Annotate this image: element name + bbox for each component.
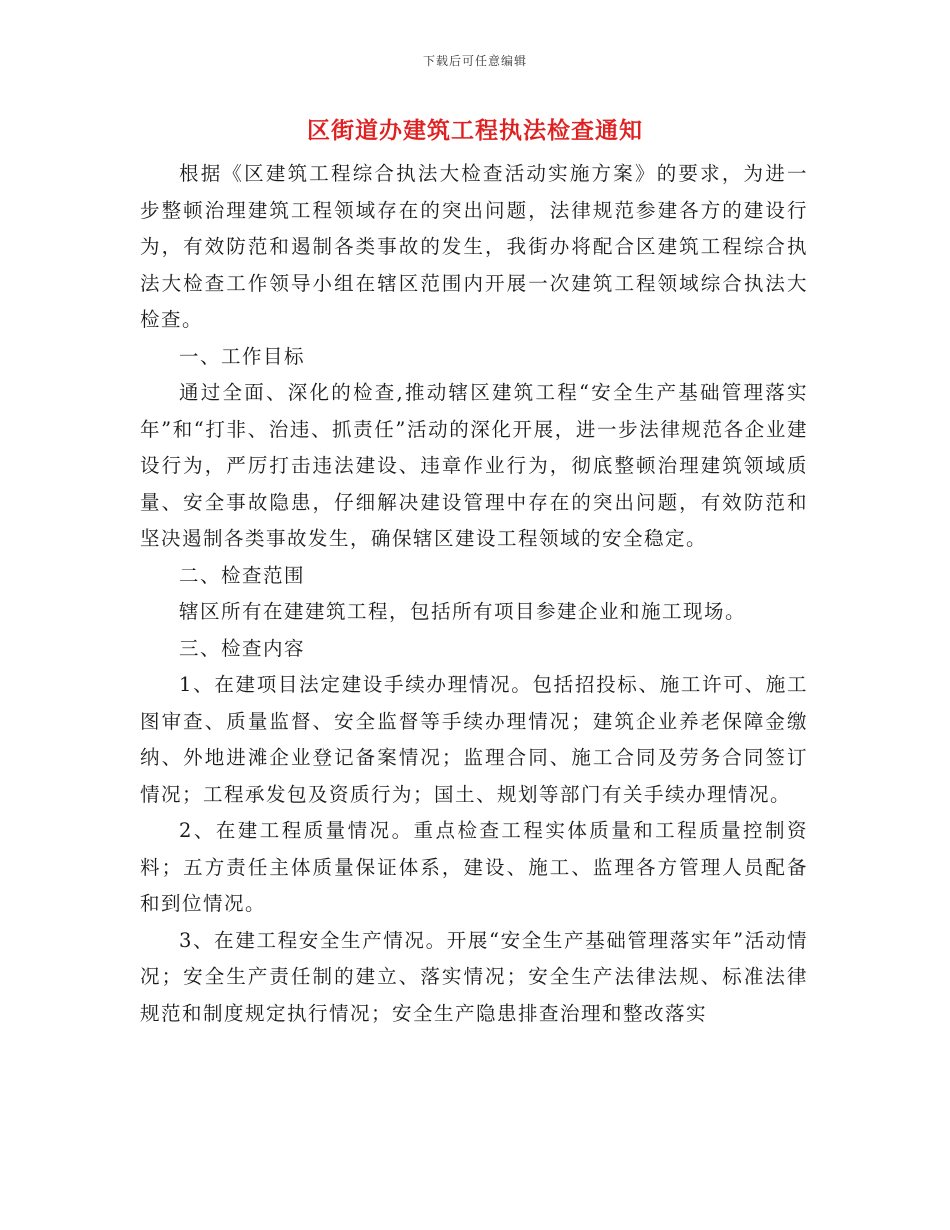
section-heading-content: 三、检查内容: [179, 636, 306, 660]
header-note: 下载后可任意编辑: [422, 54, 527, 68]
content-item-2: 2、在建工程质量情况。重点检查工程实体质量和工程质量控制资料；五方责任主体质量保证体系，建设、施工、监理各方管理人员配备和到位情况。: [140, 819, 808, 915]
section-heading-scope: 二、检查范围: [179, 563, 306, 587]
content-item-3: 3、在建工程安全生产情况。开展“安全生产基础管理落实年”活动情况；安全生产责任制的建立、落实情况；安全生产法律法规、标准法律规范和制度规定执行情况；安全生产隐患排查治理和整改落实: [140, 928, 808, 1025]
intro-paragraph: 根据《区建筑工程综合执法大检查活动实施方案》的要求，为进一步整顿治理建筑工程领域存在的突出问题，法律规范参建各方的建设行为，有效防范和遏制各类事故的发生，我街办将配合区建筑工程综合执法大检查工作领导小组在辖区范围内开展一次建筑工程领域综合执法大检查。: [140, 162, 808, 331]
document-title: 区街道办建筑工程执法检查通知: [307, 118, 643, 144]
section-heading-work-goal: 一、工作目标: [179, 344, 306, 368]
document-body: [140, 156, 808, 1032]
work-goal-paragraph: 通过全面、深化的检查,推动辖区建筑工程“安全生产基础管理落实年”和“打非、治违、抓责任”活动的深化开展，进一步法律规范各企业建设行为，严厉打击违法建设、违章作业行为，彻底整顿治理建筑领域质量、安全事故隐患，仔细解决建设管理中存在的突出问题，有效防范和坚决遏制各类事故发生，确保辖区建设工程领域的安全稳定。: [140, 381, 808, 550]
scope-paragraph: 辖区所有在建建筑工程，包括所有项目参建企业和施工现场。: [179, 600, 747, 623]
content-item-1: 1、在建项目法定建设手续办理情况。包括招投标、施工许可、施工图审查、质量监督、安全监督等手续办理情况；建筑企业养老保障金缴纳、外地进滩企业登记备案情况；监理合同、施工合同及劳务合同签订情况；工程承发包及资质行为；国土、规划等部门有关手续办理情况。: [140, 673, 808, 806]
